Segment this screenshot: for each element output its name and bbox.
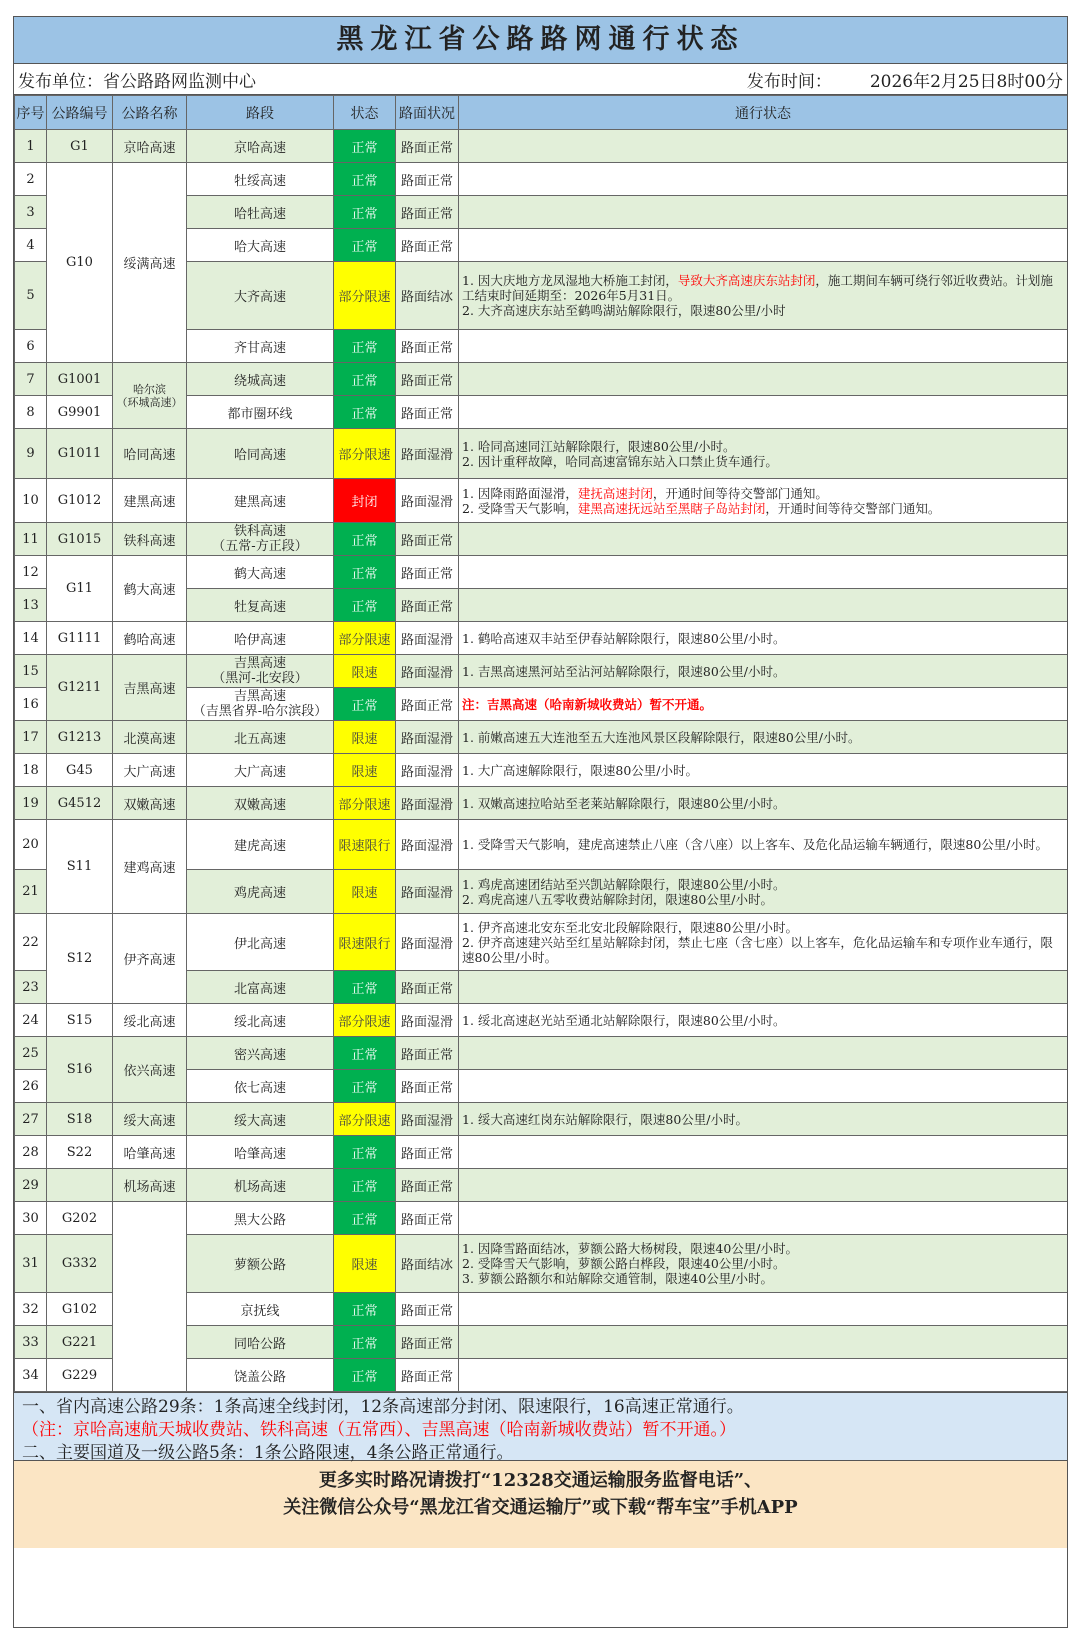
row-no: 29 bbox=[15, 1169, 47, 1202]
traffic-info bbox=[459, 1169, 1068, 1202]
info-text: 2. 受降雪天气影响， bbox=[462, 500, 578, 516]
surface-condition: 路面正常 bbox=[396, 1136, 459, 1169]
info-text: 1. 因大庆地方龙凤湿地大桥施工封闭， bbox=[462, 273, 678, 288]
traffic-info bbox=[459, 1070, 1068, 1103]
road-code: G1111 bbox=[47, 622, 113, 655]
status-badge: 限速 bbox=[334, 1235, 396, 1293]
row-no: 21 bbox=[15, 870, 47, 914]
col-header-info: 通行状态 bbox=[459, 96, 1068, 130]
traffic-info bbox=[459, 870, 1068, 914]
road-name: 哈肇高速 bbox=[113, 1136, 187, 1169]
surface-condition: 路面正常 bbox=[396, 688, 459, 721]
row-no: 16 bbox=[15, 688, 47, 721]
table-row bbox=[15, 1136, 1068, 1169]
road-section: 同哈公路 bbox=[187, 1326, 334, 1359]
status-badge: 正常 bbox=[334, 130, 396, 163]
table-row bbox=[15, 363, 1068, 396]
row-no: 13 bbox=[15, 589, 47, 622]
road-section-line: （五常-方正段） bbox=[212, 539, 308, 554]
col-header-code: 公路编号 bbox=[47, 96, 113, 130]
traffic-info: 1. 前嫩高速五大连池至五大连池风景区段解除限行，限速80公里/小时。 bbox=[459, 721, 1068, 754]
road-section: 北五高速 bbox=[187, 721, 334, 754]
table-row bbox=[15, 556, 1068, 589]
road-section: 哈牡高速 bbox=[187, 196, 334, 229]
road-section: 鹤大高速 bbox=[187, 556, 334, 589]
road-section: 绥北高速 bbox=[187, 1004, 334, 1037]
table-row bbox=[15, 1103, 1068, 1136]
road-section: 都市圈环线 bbox=[187, 396, 334, 429]
status-badge: 正常 bbox=[334, 1037, 396, 1070]
table-row bbox=[15, 721, 1068, 754]
row-no: 26 bbox=[15, 1070, 47, 1103]
traffic-info bbox=[459, 1293, 1068, 1326]
road-code: G1 bbox=[47, 130, 113, 163]
surface-condition: 路面湿滑 bbox=[396, 479, 459, 523]
road-section: 牡复高速 bbox=[187, 589, 334, 622]
surface-condition: 路面湿滑 bbox=[396, 787, 459, 820]
surface-condition: 路面湿滑 bbox=[396, 820, 459, 870]
table-row bbox=[15, 130, 1068, 163]
road-code: G102 bbox=[47, 1293, 113, 1326]
info-text: 2. 鸡虎高速八五零收费站解除封闭，限速80公里/小时。 bbox=[462, 891, 774, 907]
status-badge: 限速 bbox=[334, 870, 396, 914]
road-code: G1001 bbox=[47, 363, 113, 396]
summary-highway: 一、省内高速公路29条：1条高速全线封闭，12条高速部分封闭、限速限行，16高速正常通行。 bbox=[22, 1397, 744, 1417]
table-row bbox=[15, 622, 1068, 655]
status-badge: 正常 bbox=[334, 1070, 396, 1103]
road-section: 双嫩高速 bbox=[187, 787, 334, 820]
traffic-info bbox=[459, 1202, 1068, 1235]
traffic-info: 1. 受降雪天气影响，建虎高速禁止八座（含八座）以上客车、及危化品运输车辆通行，限速80公里/小时。 bbox=[459, 820, 1068, 870]
row-no: 33 bbox=[15, 1326, 47, 1359]
road-code: S11 bbox=[47, 820, 113, 914]
surface-condition: 路面湿滑 bbox=[396, 754, 459, 787]
road-section: 建虎高速 bbox=[187, 820, 334, 870]
road-section-line: （吉黑省界-哈尔滨段） bbox=[192, 704, 328, 719]
row-no: 12 bbox=[15, 556, 47, 589]
row-no: 3 bbox=[15, 196, 47, 229]
traffic-info: 1. 吉黑高速黑河站至沾河站解除限行，限速80公里/小时。 bbox=[459, 655, 1068, 688]
road-code bbox=[47, 1169, 113, 1202]
status-badge: 部分限速 bbox=[334, 429, 396, 479]
road-code: S18 bbox=[47, 1103, 113, 1136]
road-name: 吉黑高速 bbox=[113, 655, 187, 721]
road-section: 大广高速 bbox=[187, 754, 334, 787]
road-name: 建鸡高速 bbox=[113, 820, 187, 914]
row-no: 31 bbox=[15, 1235, 47, 1293]
row-no: 30 bbox=[15, 1202, 47, 1235]
status-badge: 正常 bbox=[334, 229, 396, 262]
row-no: 10 bbox=[15, 479, 47, 523]
info-text: 1. 伊齐高速北安东至北安北段解除限行，限速80公里/小时。 bbox=[462, 919, 799, 935]
table-row bbox=[15, 523, 1068, 556]
surface-condition: 路面湿滑 bbox=[396, 1103, 459, 1136]
surface-condition: 路面正常 bbox=[396, 556, 459, 589]
road-name: 机场高速 bbox=[113, 1169, 187, 1202]
road-section: 机场高速 bbox=[187, 1169, 334, 1202]
road-section bbox=[187, 655, 334, 688]
table-row bbox=[15, 1169, 1068, 1202]
status-badge: 部分限速 bbox=[334, 262, 396, 330]
traffic-info bbox=[459, 1326, 1068, 1359]
traffic-info: 1. 鹤哈高速双丰站至伊春站解除限行，限速80公里/小时。 bbox=[459, 622, 1068, 655]
surface-condition: 路面正常 bbox=[396, 523, 459, 556]
col-header-section: 路段 bbox=[187, 96, 334, 130]
road-name-line: （环城高速） bbox=[116, 395, 183, 409]
surface-condition: 路面正常 bbox=[396, 1169, 459, 1202]
row-no: 15 bbox=[15, 655, 47, 688]
road-section: 哈同高速 bbox=[187, 429, 334, 479]
table-row bbox=[15, 655, 1068, 688]
road-section: 绥大高速 bbox=[187, 1103, 334, 1136]
road-name: 双嫩高速 bbox=[113, 787, 187, 820]
traffic-info bbox=[459, 1037, 1068, 1070]
road-section: 齐甘高速 bbox=[187, 330, 334, 363]
info-text: ，开通时间等待交警部门通知。 bbox=[765, 500, 941, 516]
info-text: ，施工期间车辆可绕行邻近收费站。计划施工结束时间延期至：2026年5月31日。 bbox=[462, 273, 1053, 303]
status-badge: 正常 bbox=[334, 971, 396, 1004]
road-section: 萝额公路 bbox=[187, 1235, 334, 1293]
traffic-info bbox=[459, 196, 1068, 229]
traffic-info: 注：吉黑高速（哈南新城收费站）暂不开通。 bbox=[459, 688, 1068, 721]
surface-condition: 路面湿滑 bbox=[396, 655, 459, 688]
road-section: 鸡虎高速 bbox=[187, 870, 334, 914]
road-name bbox=[113, 363, 187, 429]
status-badge: 限速 bbox=[334, 721, 396, 754]
surface-condition: 路面正常 bbox=[396, 130, 459, 163]
status-badge: 正常 bbox=[334, 330, 396, 363]
surface-condition: 路面结冰 bbox=[396, 262, 459, 330]
road-name: 绥满高速 bbox=[113, 163, 187, 363]
footer-banner bbox=[14, 1460, 1067, 1548]
traffic-info bbox=[459, 971, 1068, 1004]
surface-condition: 路面湿滑 bbox=[396, 721, 459, 754]
row-no: 22 bbox=[15, 914, 47, 971]
road-name bbox=[113, 1202, 187, 1392]
status-badge: 正常 bbox=[334, 1169, 396, 1202]
table-row bbox=[15, 1202, 1068, 1235]
road-section: 牡绥高速 bbox=[187, 163, 334, 196]
road-section: 密兴高速 bbox=[187, 1037, 334, 1070]
col-header-no: 序号 bbox=[15, 96, 47, 130]
surface-condition: 路面正常 bbox=[396, 1359, 459, 1392]
road-name: 伊齐高速 bbox=[113, 914, 187, 1004]
status-badge: 部分限速 bbox=[334, 622, 396, 655]
road-code: G9901 bbox=[47, 396, 113, 429]
row-no: 32 bbox=[15, 1293, 47, 1326]
status-badge: 正常 bbox=[334, 396, 396, 429]
status-badge: 正常 bbox=[334, 363, 396, 396]
road-section: 京哈高速 bbox=[187, 130, 334, 163]
table-row bbox=[15, 429, 1068, 479]
surface-condition: 路面正常 bbox=[396, 1070, 459, 1103]
publish-time-label: 发布时间： bbox=[746, 71, 832, 92]
row-no: 17 bbox=[15, 721, 47, 754]
table-row bbox=[15, 787, 1068, 820]
road-section: 哈大高速 bbox=[187, 229, 334, 262]
road-name-line: 哈尔滨 bbox=[133, 382, 166, 396]
table-header-row bbox=[15, 96, 1068, 130]
status-badge: 部分限速 bbox=[334, 1103, 396, 1136]
road-code: G4512 bbox=[47, 787, 113, 820]
row-no: 20 bbox=[15, 820, 47, 870]
road-section-line: 铁科高速 bbox=[233, 524, 286, 539]
traffic-info bbox=[459, 1359, 1068, 1392]
road-name: 铁科高速 bbox=[113, 523, 187, 556]
road-section-line: 吉黑高速 bbox=[233, 689, 286, 704]
traffic-info bbox=[459, 130, 1068, 163]
status-badge: 正常 bbox=[334, 1359, 396, 1392]
summary-note: （注：京哈高速航天城收费站、铁科高速（五常西）、吉黑高速（哈南新城收费站）暂不开通。） bbox=[22, 1420, 736, 1440]
info-text: 2. 受降雪天气影响，萝额公路白桦段，限速40公里/小时。 bbox=[462, 1256, 786, 1271]
info-highlight: 建抚高速封闭 bbox=[577, 485, 653, 501]
surface-condition: 路面正常 bbox=[396, 971, 459, 1004]
status-badge: 封闭 bbox=[334, 479, 396, 523]
traffic-info: 1. 绥大高速红岗东站解除限行，限速80公里/小时。 bbox=[459, 1103, 1068, 1136]
table-row bbox=[15, 914, 1068, 971]
road-code: G1211 bbox=[47, 655, 113, 721]
row-no: 2 bbox=[15, 163, 47, 196]
road-section: 伊北高速 bbox=[187, 914, 334, 971]
road-section: 饶盖公路 bbox=[187, 1359, 334, 1392]
status-badge: 部分限速 bbox=[334, 1004, 396, 1037]
status-badge: 部分限速 bbox=[334, 787, 396, 820]
status-badge: 正常 bbox=[334, 556, 396, 589]
row-no: 6 bbox=[15, 330, 47, 363]
traffic-info bbox=[459, 229, 1068, 262]
traffic-info bbox=[459, 479, 1068, 523]
surface-condition: 路面湿滑 bbox=[396, 1004, 459, 1037]
road-name: 北漠高速 bbox=[113, 721, 187, 754]
road-section: 哈肇高速 bbox=[187, 1136, 334, 1169]
row-no: 24 bbox=[15, 1004, 47, 1037]
table-row bbox=[15, 1004, 1068, 1037]
row-no: 28 bbox=[15, 1136, 47, 1169]
surface-condition: 路面湿滑 bbox=[396, 622, 459, 655]
footer-hotline: 更多实时路况请拨打“12328交通运输服务监督电话”、 bbox=[318, 1470, 763, 1491]
road-section: 哈伊高速 bbox=[187, 622, 334, 655]
road-name: 绥大高速 bbox=[113, 1103, 187, 1136]
road-section-line: 吉黑高速 bbox=[233, 656, 286, 671]
surface-condition: 路面正常 bbox=[396, 589, 459, 622]
road-code: G10 bbox=[47, 163, 113, 363]
info-text: 1. 因降雪路面结冰，萝额公路大杨树段，限速40公里/小时。 bbox=[462, 1241, 799, 1256]
status-badge: 正常 bbox=[334, 1326, 396, 1359]
road-section bbox=[187, 523, 334, 556]
col-header-name: 公路名称 bbox=[113, 96, 187, 130]
road-name: 京哈高速 bbox=[113, 130, 187, 163]
status-badge: 正常 bbox=[334, 196, 396, 229]
info-text: 1. 哈同高速同江站解除限行，限速80公里/小时。 bbox=[462, 438, 736, 454]
traffic-info bbox=[459, 429, 1068, 479]
surface-condition: 路面正常 bbox=[396, 1293, 459, 1326]
surface-condition: 路面正常 bbox=[396, 1037, 459, 1070]
road-code: G45 bbox=[47, 754, 113, 787]
traffic-info bbox=[459, 396, 1068, 429]
status-badge: 限速 bbox=[334, 754, 396, 787]
table-row bbox=[15, 754, 1068, 787]
road-name: 依兴高速 bbox=[113, 1037, 187, 1103]
row-no: 1 bbox=[15, 130, 47, 163]
surface-condition: 路面正常 bbox=[396, 163, 459, 196]
row-no: 23 bbox=[15, 971, 47, 1004]
road-section: 大齐高速 bbox=[187, 262, 334, 330]
traffic-info: 1. 绥北高速赵光站至通北站解除限行，限速80公里/小时。 bbox=[459, 1004, 1068, 1037]
table-row bbox=[15, 820, 1068, 870]
road-section-line: （黑河-北安段） bbox=[212, 671, 308, 686]
summary-national-roads: 二、主要国道及一级公路5条：1条公路限速，4条公路正常通行。 bbox=[22, 1443, 514, 1463]
traffic-info bbox=[459, 262, 1068, 330]
info-text: 2. 大齐高速庆东站至鹤鸣湖站解除限行，限速80公里/小时 bbox=[462, 303, 786, 318]
row-no: 18 bbox=[15, 754, 47, 787]
publisher-value: 省公路路网监测中心 bbox=[103, 71, 256, 92]
road-code: G1012 bbox=[47, 479, 113, 523]
row-no: 11 bbox=[15, 523, 47, 556]
road-section: 京抚线 bbox=[187, 1293, 334, 1326]
surface-condition: 路面结冰 bbox=[396, 1235, 459, 1293]
row-no: 4 bbox=[15, 229, 47, 262]
road-code: S16 bbox=[47, 1037, 113, 1103]
table-row bbox=[15, 479, 1068, 523]
traffic-info bbox=[459, 523, 1068, 556]
info-highlight: 建黑高速抚远站至黑瞎子岛站封闭 bbox=[577, 500, 766, 516]
footer-wechat: 关注微信公众号“黑龙江省交通运输厅”或下载“帮车宝”手机APP bbox=[283, 1497, 798, 1518]
traffic-info bbox=[459, 330, 1068, 363]
info-text: 1. 因降雨路面湿滑， bbox=[462, 485, 578, 501]
traffic-info bbox=[459, 589, 1068, 622]
road-code: G221 bbox=[47, 1326, 113, 1359]
col-header-status: 状态 bbox=[334, 96, 396, 130]
table-row bbox=[15, 1037, 1068, 1070]
road-code: S15 bbox=[47, 1004, 113, 1037]
road-name: 鹤大高速 bbox=[113, 556, 187, 622]
surface-condition: 路面正常 bbox=[396, 1202, 459, 1235]
row-no: 7 bbox=[15, 363, 47, 396]
road-name: 绥北高速 bbox=[113, 1004, 187, 1037]
traffic-info bbox=[459, 914, 1068, 971]
row-no: 34 bbox=[15, 1359, 47, 1392]
traffic-info bbox=[459, 363, 1068, 396]
row-no: 5 bbox=[15, 262, 47, 330]
status-badge: 限速 bbox=[334, 655, 396, 688]
info-text: 3. 萝额公路额尔和站解除交通管制，限速40公里/小时。 bbox=[462, 1271, 774, 1286]
road-section: 绕城高速 bbox=[187, 363, 334, 396]
road-name: 哈同高速 bbox=[113, 429, 187, 479]
surface-condition: 路面正常 bbox=[396, 363, 459, 396]
status-sheet bbox=[13, 16, 1068, 1628]
road-code: G1015 bbox=[47, 523, 113, 556]
status-badge: 正常 bbox=[334, 589, 396, 622]
surface-condition: 路面湿滑 bbox=[396, 914, 459, 971]
row-no: 19 bbox=[15, 787, 47, 820]
row-no: 25 bbox=[15, 1037, 47, 1070]
status-badge: 限速限行 bbox=[334, 820, 396, 870]
status-badge: 正常 bbox=[334, 523, 396, 556]
status-badge: 正常 bbox=[334, 163, 396, 196]
traffic-info bbox=[459, 163, 1068, 196]
road-code: G11 bbox=[47, 556, 113, 622]
road-section: 北富高速 bbox=[187, 971, 334, 1004]
publish-time-value: 2026年2月25日8时00分 bbox=[869, 71, 1063, 92]
surface-condition: 路面正常 bbox=[396, 330, 459, 363]
road-section: 依七高速 bbox=[187, 1070, 334, 1103]
road-section bbox=[187, 688, 334, 721]
page-title: 黑龙江省公路路网通行状态 bbox=[14, 17, 1067, 64]
summary-section bbox=[14, 1392, 1067, 1463]
road-name: 大广高速 bbox=[113, 754, 187, 787]
surface-condition: 路面湿滑 bbox=[396, 429, 459, 479]
road-code: S12 bbox=[47, 914, 113, 1004]
status-badge: 限速限行 bbox=[334, 914, 396, 971]
surface-condition: 路面湿滑 bbox=[396, 870, 459, 914]
publish-info-row bbox=[14, 64, 1067, 95]
row-no: 8 bbox=[15, 396, 47, 429]
table-row bbox=[15, 163, 1068, 196]
info-text: 2. 伊齐高速建兴站至红星站解除封闭，禁止七座（含七座）以上客车，危化品运输车和专项作业车通行，限速80公里/小时。 bbox=[462, 934, 1053, 965]
status-badge: 正常 bbox=[334, 1293, 396, 1326]
road-section: 黑大公路 bbox=[187, 1202, 334, 1235]
row-no: 27 bbox=[15, 1103, 47, 1136]
info-highlight: 导致大齐高速庆东站封闭 bbox=[677, 273, 816, 288]
info-text: ，开通时间等待交警部门通知。 bbox=[652, 485, 828, 501]
road-code: G332 bbox=[47, 1235, 113, 1293]
road-code: G229 bbox=[47, 1359, 113, 1392]
surface-condition: 路面正常 bbox=[396, 396, 459, 429]
publisher-label: 发布单位： bbox=[18, 71, 103, 92]
road-code: G1011 bbox=[47, 429, 113, 479]
info-text: 1. 鸡虎高速团结站至兴凯站解除限行，限速80公里/小时。 bbox=[462, 876, 786, 892]
road-code: G202 bbox=[47, 1202, 113, 1235]
traffic-info bbox=[459, 1235, 1068, 1293]
road-status-table bbox=[14, 95, 1068, 1392]
traffic-info bbox=[459, 1136, 1068, 1169]
status-badge: 正常 bbox=[334, 688, 396, 721]
surface-condition: 路面正常 bbox=[396, 196, 459, 229]
row-no: 14 bbox=[15, 622, 47, 655]
status-badge: 正常 bbox=[334, 1136, 396, 1169]
status-badge: 正常 bbox=[334, 1202, 396, 1235]
col-header-surface: 路面状况 bbox=[396, 96, 459, 130]
road-code: S22 bbox=[47, 1136, 113, 1169]
traffic-info: 1. 双嫩高速拉哈站至老莱站解除限行，限速80公里/小时。 bbox=[459, 787, 1068, 820]
road-name: 鹤哈高速 bbox=[113, 622, 187, 655]
surface-condition: 路面正常 bbox=[396, 1326, 459, 1359]
road-code: G1213 bbox=[47, 721, 113, 754]
traffic-info bbox=[459, 556, 1068, 589]
road-name: 建黑高速 bbox=[113, 479, 187, 523]
surface-condition: 路面正常 bbox=[396, 229, 459, 262]
traffic-info: 1. 大广高速解除限行，限速80公里/小时。 bbox=[459, 754, 1068, 787]
row-no: 9 bbox=[15, 429, 47, 479]
road-section: 建黑高速 bbox=[187, 479, 334, 523]
info-text: 2. 因计重秤故障，哈同高速富锦东站入口禁止货车通行。 bbox=[462, 453, 778, 469]
